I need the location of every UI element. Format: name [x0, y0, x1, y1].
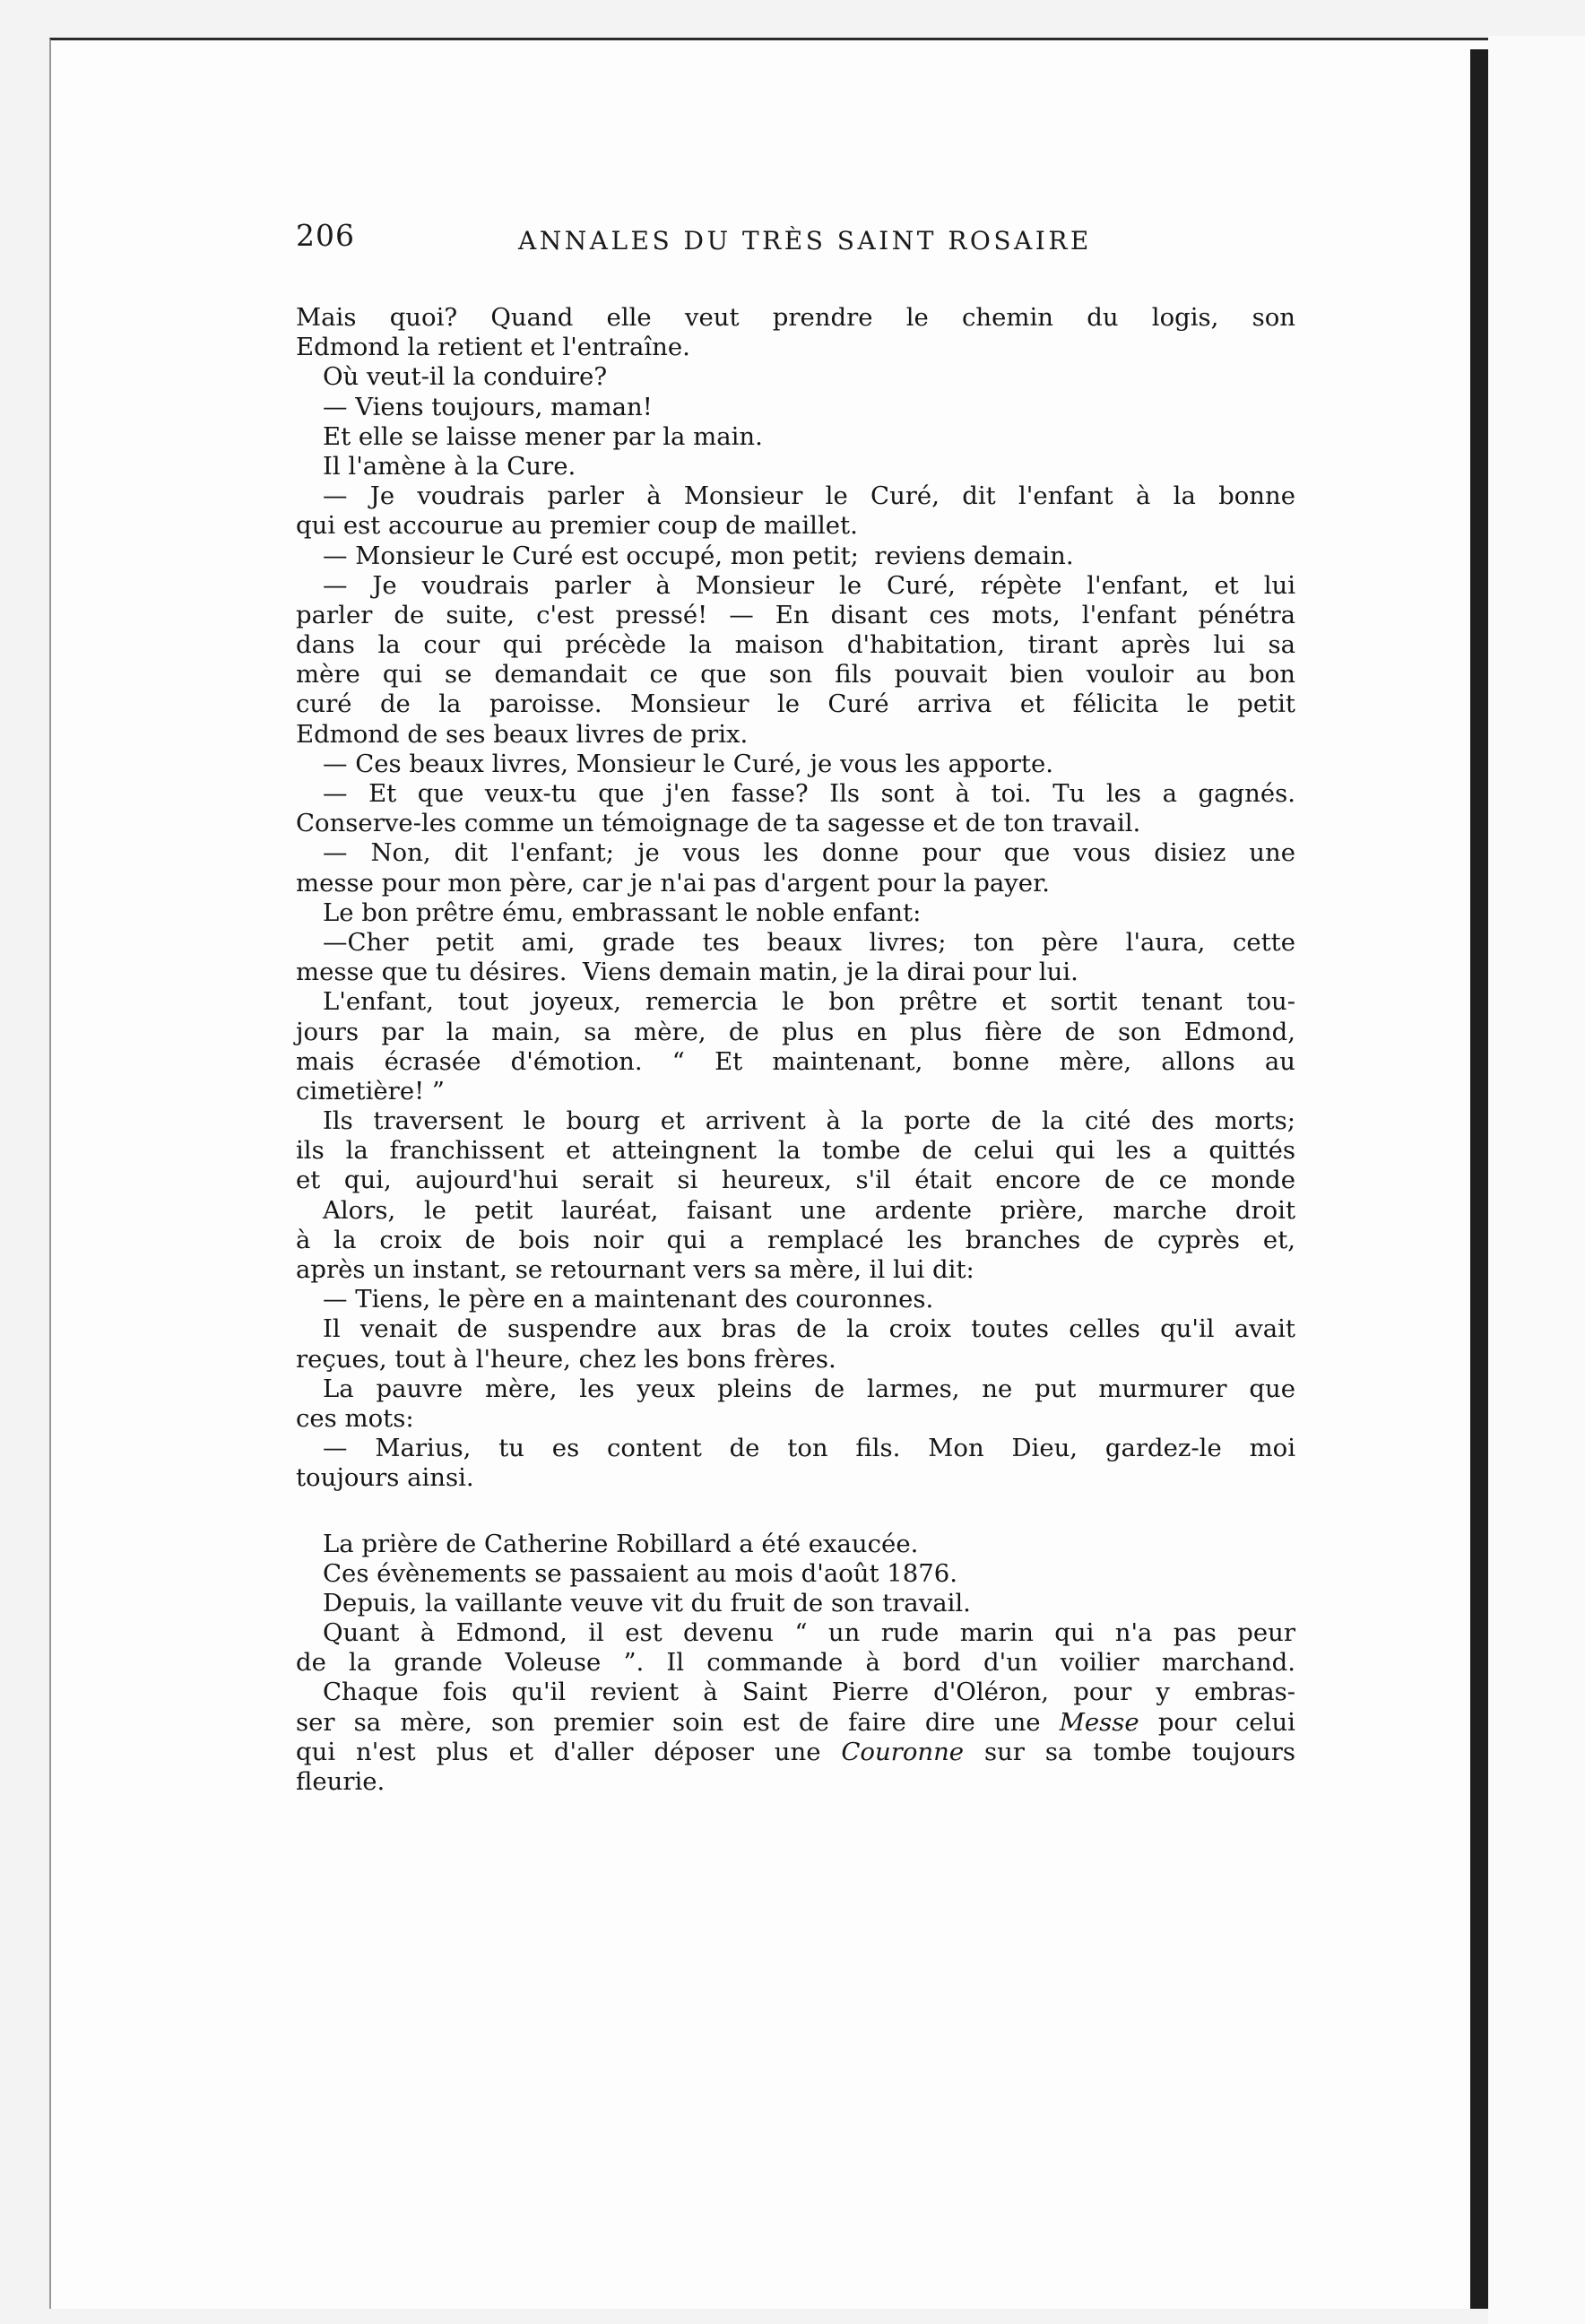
text-line: Et elle se laisse mener par la main. — [323, 421, 763, 451]
book-spine — [1470, 49, 1488, 2309]
text-line: — Je voudrais parler à Monsieur le Curé, répète l'enfant, et lui — [323, 570, 1295, 600]
text-line: Il l'amène à la Cure. — [323, 451, 576, 481]
text-line: Alors, le petit lauréat, faisant une ardente prière, marche droit — [323, 1195, 1295, 1225]
text-line: — Et que veux-tu que j'en fasse? Ils sont à toi. Tu les a gagnés. — [323, 779, 1295, 808]
text-line: L'enfant, tout joyeux, remercia le bon prêtre et sortit tenant tou- — [323, 987, 1295, 1017]
text-line: messe pour mon père, car je n'ai pas d'argent pour la payer. — [296, 868, 1050, 898]
italic-word: Messe — [1059, 1707, 1139, 1737]
article-body — [296, 303, 1295, 1797]
text-line: — Viens toujours, maman! — [323, 392, 653, 421]
text-line: Le bon prêtre ému, embrassant le noble enfant: — [323, 898, 922, 927]
page-number: 206 — [296, 218, 355, 253]
italic-word: Couronne — [841, 1737, 965, 1766]
text-line: Mais quoi? Quand elle veut prendre le chemin du logis, son — [296, 303, 1295, 332]
text-line: La prière de Catherine Robillard a été exaucée. — [323, 1529, 919, 1558]
text-line: qui est accourue au premier coup de maillet. — [296, 511, 858, 541]
text-line: et qui, aujourd'hui serait si heureux, s'il était encore de ce monde — [296, 1166, 1295, 1195]
running-title: ANNALES DU TRÈS SAINT ROSAIRE — [518, 226, 1092, 256]
text-line: — Marius, tu es content de ton fils. Mon Dieu, gardez-le moi — [323, 1434, 1295, 1463]
text-line: ces mots: — [296, 1403, 414, 1433]
text-line: parler de suite, c'est pressé! — En disant ces mots, l'enfant pénétra — [296, 600, 1295, 629]
text-line: —Cher petit ami, grade tes beaux livres; ton père l'aura, cette — [323, 927, 1295, 957]
text-line: reçues, tout à l'heure, chez les bons frères. — [296, 1344, 836, 1374]
text-line: après un instant, se retournant vers sa mère, il lui dit: — [296, 1255, 974, 1284]
text-line: de la grande Voleuse ”. Il commande à bord d'un voilier marchand. — [296, 1648, 1295, 1678]
text-line: curé de la paroisse. Monsieur le Curé arriva et félicita le petit — [296, 689, 1295, 719]
text-line: — Monsieur le Curé est occupé, mon petit; reviens demain. — [323, 541, 1074, 570]
text-line: — Je voudrais parler à Monsieur le Curé, dit l'enfant à la bonne — [323, 481, 1295, 511]
text-line: — Tiens, le père en a maintenant des couronnes. — [323, 1285, 934, 1314]
text-line: Où veut-il la conduire? — [323, 362, 608, 392]
text-line — [296, 1738, 1295, 1767]
section-gap — [296, 1494, 1295, 1530]
text-line: Chaque fois qu'il revient à Saint Pierre d'Oléron, pour y embras- — [323, 1678, 1295, 1707]
text-line: mère qui se demandait ce que son fils pouvait bien vouloir au bon — [296, 660, 1295, 689]
text-line: mais écrasée d'émotion. “ Et maintenant, bonne mère, allons au — [296, 1046, 1295, 1076]
text-line: messe que tu désires. Viens demain matin, je la dirai pour lui. — [296, 958, 1078, 987]
text-line: — Non, dit l'enfant; je vous les donne pour que vous disiez une — [323, 838, 1295, 868]
text-line: toujours ainsi. — [296, 1463, 474, 1493]
text-line: Depuis, la vaillante veuve vit du fruit de son travail. — [323, 1588, 971, 1617]
text-line: Ils traversent le bourg et arrivent à la porte de la cité des morts; — [323, 1106, 1295, 1136]
text-line: ils la franchissent et atteingnent la tombe de celui qui les a quittés — [296, 1136, 1295, 1166]
text-line: Ces évènements se passaient au mois d'août 1876. — [323, 1558, 958, 1588]
text-line — [296, 1708, 1295, 1738]
text-line: Edmond la retient et l'entraîne. — [296, 333, 690, 362]
text-line: Il venait de suspendre aux bras de la croix toutes celles qu'il avait — [323, 1314, 1295, 1344]
text-line: dans la cour qui précède la maison d'habitation, tirant après lui sa — [296, 630, 1295, 660]
text-line: à la croix de bois noir qui a remplacé les branches de cyprès et, — [296, 1225, 1295, 1254]
text-fragment: sur sa tombe toujours — [983, 1737, 1296, 1766]
text-fragment: qui n'est plus et d'aller déposer une — [296, 1737, 821, 1766]
text-line: fleurie. — [296, 1767, 385, 1796]
text-line: — Ces beaux livres, Monsieur le Curé, je vous les apporte. — [323, 749, 1053, 778]
text-fragment: ser sa mère, son premier soin est de faire dire une — [296, 1707, 1041, 1737]
text-line: jours par la main, sa mère, de plus en plus fière de son Edmond, — [296, 1017, 1295, 1046]
text-line: Edmond de ses beaux livres de prix. — [296, 719, 749, 749]
facing-page-edge — [1488, 36, 1585, 2324]
text-line: Quant à Edmond, il est devenu “ un rude marin qui n'a pas peur — [323, 1618, 1295, 1648]
text-fragment: pour celui — [1157, 1707, 1295, 1737]
text-line: La pauvre mère, les yeux pleins de larmes, ne put murmurer que — [323, 1374, 1295, 1403]
text-line: Conserve-les comme un témoignage de ta sagesse et de ton travail. — [296, 809, 1141, 838]
text-line: cimetière! ” — [296, 1076, 445, 1106]
